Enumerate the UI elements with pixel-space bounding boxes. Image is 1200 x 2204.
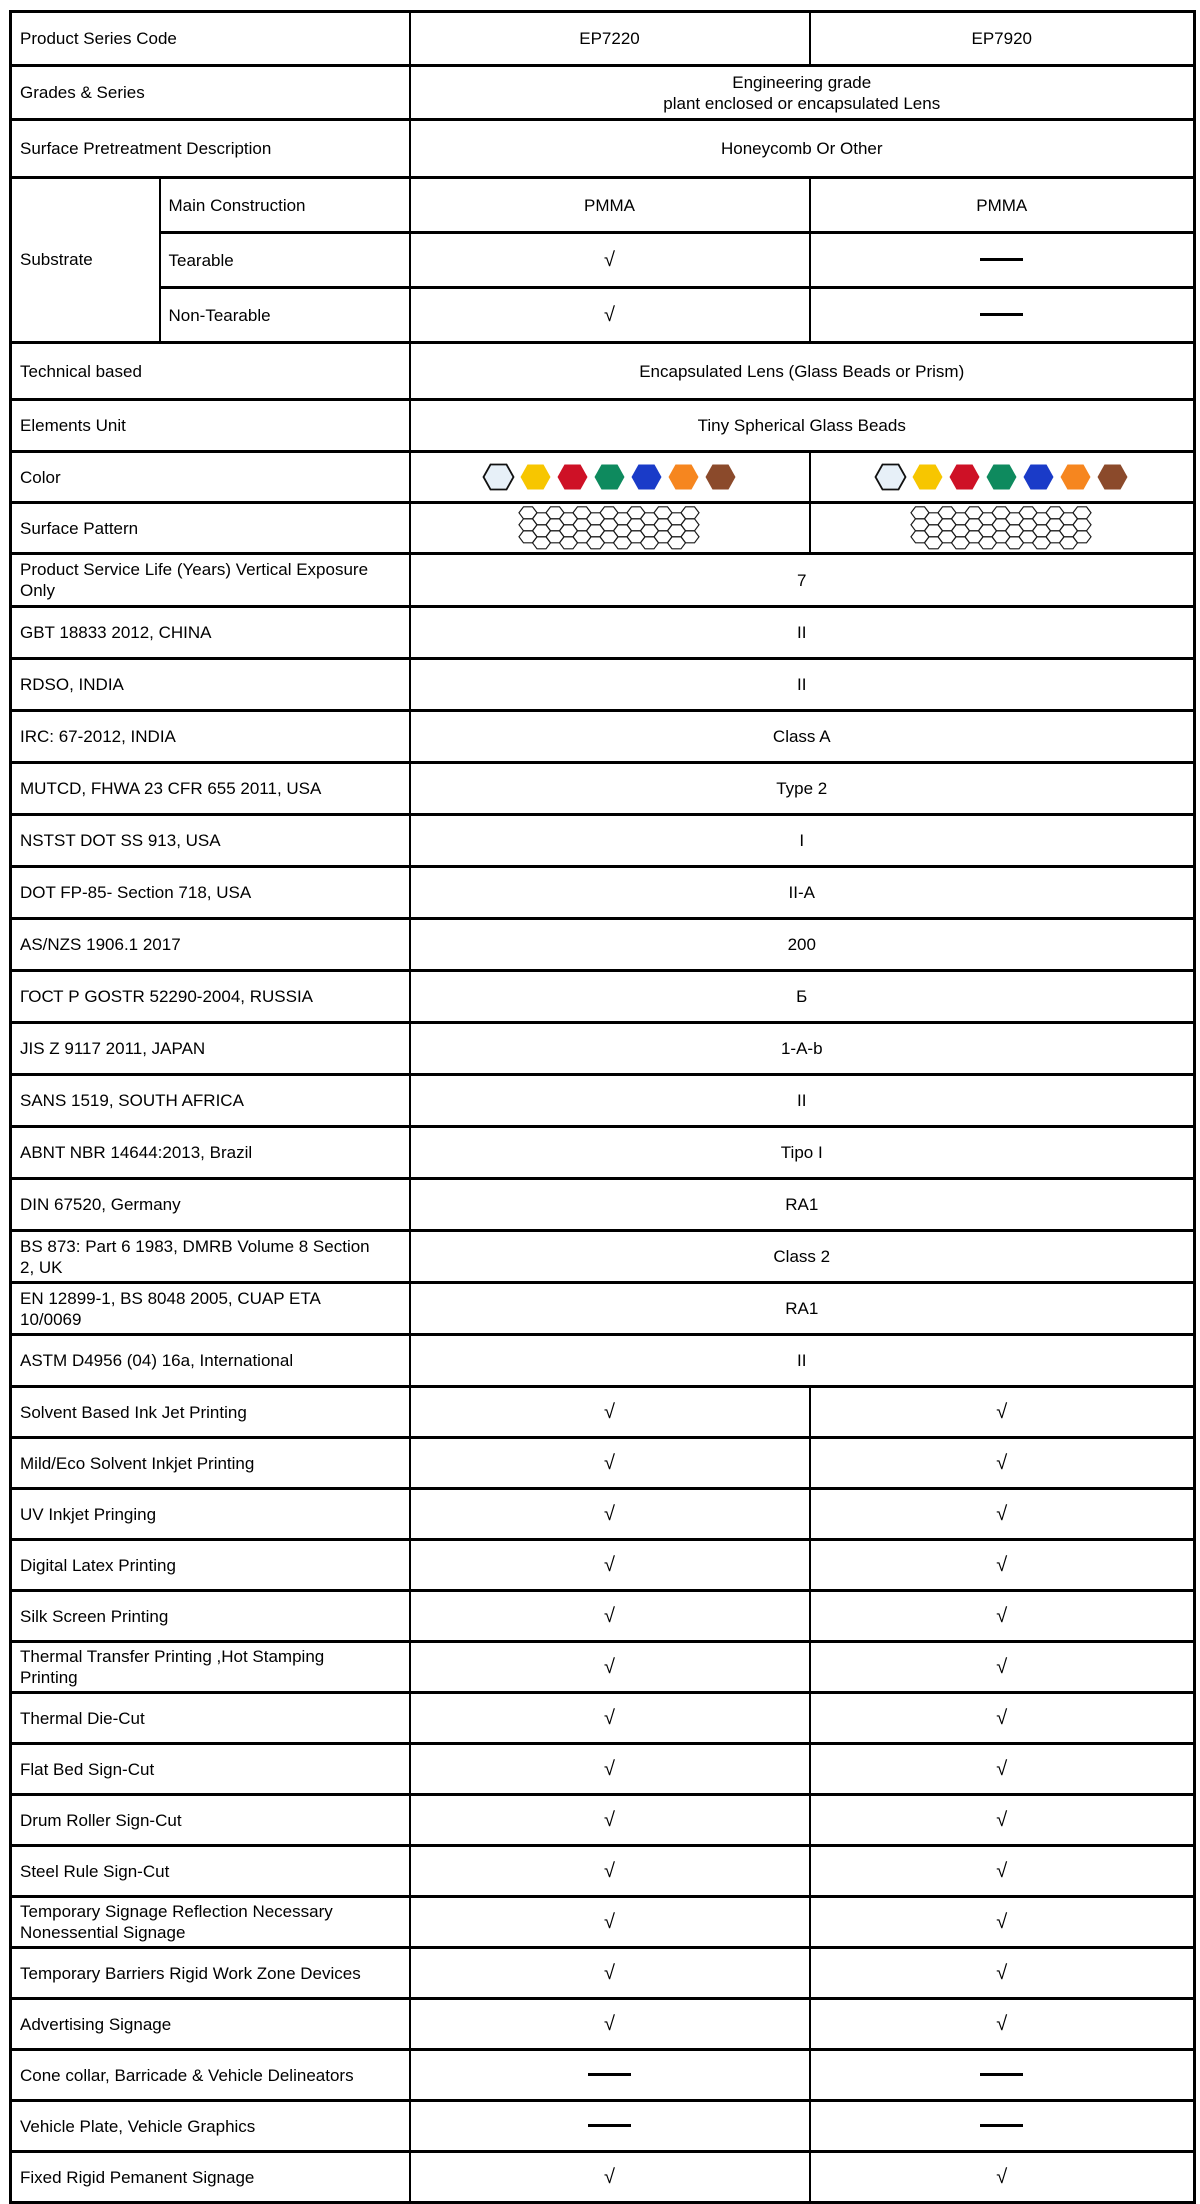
table-row xyxy=(11,400,1195,452)
surface-pattern-wrap xyxy=(415,506,805,550)
row-label-cell: Temporary Signage Reflection Necessary Nonessential Signage xyxy=(11,1897,410,1948)
dash-mark xyxy=(980,2073,1023,2076)
check-mark: √ xyxy=(604,303,615,326)
row-label-cell: AS/NZS 1906.1 2017 xyxy=(11,919,410,971)
value-cell xyxy=(810,1642,1195,1693)
value-cell: Type 2 xyxy=(410,763,1195,815)
hexagon-swatch-red xyxy=(948,463,981,491)
table-row xyxy=(11,1999,1195,2050)
value-cell xyxy=(410,1489,810,1540)
value-cell: I xyxy=(410,815,1195,867)
value-cell xyxy=(810,1591,1195,1642)
value-cell: Tipo I xyxy=(410,1127,1195,1179)
row-label-cell: Advertising Signage xyxy=(11,1999,410,2050)
table-row xyxy=(11,1489,1195,1540)
check-mark: √ xyxy=(604,2012,615,2035)
table-row xyxy=(11,1387,1195,1438)
value-cell xyxy=(410,1846,810,1897)
check-mark: √ xyxy=(996,1808,1008,1831)
hexagon-swatch-orange xyxy=(667,463,700,491)
table-row xyxy=(11,1540,1195,1591)
check-mark: √ xyxy=(604,1910,615,1933)
table-row xyxy=(11,2050,1195,2101)
row-label-cell: Thermal Die-Cut xyxy=(11,1693,410,1744)
table-row xyxy=(11,711,1195,763)
hexagon-swatch-green xyxy=(985,463,1018,491)
color-swatch-row xyxy=(815,463,1190,491)
row-label-cell: Color xyxy=(11,452,410,503)
check-mark: √ xyxy=(604,2165,615,2188)
value-cell xyxy=(810,1846,1195,1897)
table-row xyxy=(11,1846,1195,1897)
row-label-cell: DOT FP-85- Section 718, USA xyxy=(11,867,410,919)
row-label-cell: Cone collar, Barricade & Vehicle Delineators xyxy=(11,2050,410,2101)
value-cell: 1-A-b xyxy=(410,1023,1195,1075)
table-row xyxy=(11,1795,1195,1846)
row-label-cell: Fixed Rigid Pemanent Signage xyxy=(11,2152,410,2203)
table-row xyxy=(11,1591,1195,1642)
table-row xyxy=(11,1075,1195,1127)
value-cell xyxy=(810,1387,1195,1438)
table-row xyxy=(11,452,1195,503)
row-label-cell: ГОСТ Р GOSTR 52290-2004, RUSSIA xyxy=(11,971,410,1023)
row-label-cell: Thermal Transfer Printing ,Hot Stamping Printing xyxy=(11,1642,410,1693)
row-label-cell: NSTST DOT SS 913, USA xyxy=(11,815,410,867)
value-cell: II-A xyxy=(410,867,1195,919)
row-label-cell: Tearable xyxy=(160,233,410,288)
value-cell: 200 xyxy=(410,919,1195,971)
table-row xyxy=(11,1948,1195,1999)
dash-mark xyxy=(980,258,1023,261)
row-label-cell: ABNT NBR 14644:2013, Brazil xyxy=(11,1127,410,1179)
dash-mark xyxy=(588,2073,631,2076)
value-cell xyxy=(810,288,1195,343)
table-row xyxy=(11,2152,1195,2203)
surface-pattern-cell xyxy=(410,503,810,554)
row-label-cell: Silk Screen Printing xyxy=(11,1591,410,1642)
check-mark: √ xyxy=(604,1400,615,1423)
color-swatches-cell xyxy=(810,452,1195,503)
hexagon-swatch-white xyxy=(482,463,515,491)
row-label-cell: MUTCD, FHWA 23 CFR 655 2011, USA xyxy=(11,763,410,815)
row-label-cell: Surface Pattern xyxy=(11,503,410,554)
check-mark: √ xyxy=(996,1706,1008,1729)
substrate-group-cell: Substrate xyxy=(11,178,160,343)
table-row xyxy=(11,1179,1195,1231)
table-row xyxy=(11,120,1195,178)
value-cell xyxy=(810,1540,1195,1591)
row-label-cell: Steel Rule Sign-Cut xyxy=(11,1846,410,1897)
value-cell xyxy=(410,2152,810,2203)
row-label-cell: GBT 18833 2012, CHINA xyxy=(11,607,410,659)
table-row xyxy=(11,1231,1195,1283)
check-mark: √ xyxy=(604,1655,615,1678)
value-cell: EP7220 xyxy=(410,12,810,66)
value-cell xyxy=(410,1897,810,1948)
table-row xyxy=(11,1438,1195,1489)
value-cell: Honeycomb Or Other xyxy=(410,120,1195,178)
check-mark: √ xyxy=(604,1961,615,1984)
value-cell xyxy=(410,1387,810,1438)
check-mark: √ xyxy=(604,1808,615,1831)
value-cell xyxy=(410,1642,810,1693)
row-label-cell: EN 12899-1, BS 8048 2005, CUAP ETA 10/0069 xyxy=(11,1283,410,1335)
color-swatches-cell xyxy=(410,452,810,503)
value-cell xyxy=(410,1693,810,1744)
table-row xyxy=(11,659,1195,711)
check-mark: √ xyxy=(996,1757,1008,1780)
hexagon-swatch-brown xyxy=(1096,463,1129,491)
value-cell: RA1 xyxy=(410,1179,1195,1231)
value-cell xyxy=(810,2101,1195,2152)
table-row xyxy=(11,1744,1195,1795)
table-row xyxy=(11,1127,1195,1179)
table-row xyxy=(11,178,1195,233)
check-mark: √ xyxy=(604,1553,615,1576)
hexagon-swatch-blue xyxy=(1022,463,1055,491)
table-row xyxy=(11,2101,1195,2152)
value-cell xyxy=(810,2050,1195,2101)
row-label-cell: Solvent Based Ink Jet Printing xyxy=(11,1387,410,1438)
check-mark: √ xyxy=(996,1451,1008,1474)
row-label-cell: Surface Pretreatment Description xyxy=(11,120,410,178)
table-row xyxy=(11,503,1195,554)
table-row xyxy=(11,66,1195,120)
value-cell xyxy=(810,1897,1195,1948)
value-cell xyxy=(410,1948,810,1999)
value-cell: EP7920 xyxy=(810,12,1195,66)
hexagon-swatch-white xyxy=(874,463,907,491)
value-cell: II xyxy=(410,1075,1195,1127)
check-mark: √ xyxy=(604,248,615,271)
check-mark: √ xyxy=(604,1451,615,1474)
table-row xyxy=(11,1335,1195,1387)
row-label-cell: ASTM D4956 (04) 16a, International xyxy=(11,1335,410,1387)
hexagon-swatch-red xyxy=(556,463,589,491)
hexagon-swatch-yellow xyxy=(519,463,552,491)
value-cell: Tiny Spherical Glass Beads xyxy=(410,400,1195,452)
dash-mark xyxy=(980,2124,1023,2127)
row-label-cell: Temporary Barriers Rigid Work Zone Devices xyxy=(11,1948,410,1999)
row-label-cell: Vehicle Plate, Vehicle Graphics xyxy=(11,2101,410,2152)
table-row xyxy=(11,971,1195,1023)
check-mark: √ xyxy=(996,1502,1008,1525)
surface-pattern-cell xyxy=(810,503,1195,554)
check-mark: √ xyxy=(996,2012,1008,2035)
value-cell: Class A xyxy=(410,711,1195,763)
value-cell: II xyxy=(410,607,1195,659)
row-label-cell: Drum Roller Sign-Cut xyxy=(11,1795,410,1846)
value-cell: Encapsulated Lens (Glass Beads or Prism) xyxy=(410,343,1195,400)
table-row xyxy=(11,607,1195,659)
value-cell: Engineering grade plant enclosed or encapsulated Lens xyxy=(410,66,1195,120)
value-cell xyxy=(810,1999,1195,2050)
hexagon-swatch-orange xyxy=(1059,463,1092,491)
value-cell xyxy=(810,1489,1195,1540)
row-label-cell: Elements Unit xyxy=(11,400,410,452)
honeycomb-pattern-graphic xyxy=(518,506,702,550)
table-row xyxy=(11,12,1195,66)
check-mark: √ xyxy=(604,1604,615,1627)
surface-pattern-wrap xyxy=(815,506,1190,550)
check-mark: √ xyxy=(996,1553,1008,1576)
row-label-cell: Digital Latex Printing xyxy=(11,1540,410,1591)
hexagon-swatch-green xyxy=(593,463,626,491)
value-cell xyxy=(810,1948,1195,1999)
row-label-cell: RDSO, INDIA xyxy=(11,659,410,711)
check-mark: √ xyxy=(996,1655,1008,1678)
check-mark: √ xyxy=(996,1910,1008,1933)
value-cell: RA1 xyxy=(410,1283,1195,1335)
hexagon-swatch-blue xyxy=(630,463,663,491)
hexagon-swatch-brown xyxy=(704,463,737,491)
row-label-cell: BS 873: Part 6 1983, DMRB Volume 8 Section 2, UK xyxy=(11,1231,410,1283)
row-label-cell: Non-Tearable xyxy=(160,288,410,343)
value-cell xyxy=(410,2050,810,2101)
row-label-cell: UV Inkjet Pringing xyxy=(11,1489,410,1540)
check-mark: √ xyxy=(996,2165,1008,2188)
value-cell xyxy=(410,288,810,343)
value-cell xyxy=(410,2101,810,2152)
check-mark: √ xyxy=(604,1859,615,1882)
value-cell: II xyxy=(410,659,1195,711)
dash-mark xyxy=(980,313,1023,316)
table-row xyxy=(11,1023,1195,1075)
value-cell xyxy=(810,2152,1195,2203)
row-label-cell: JIS Z 9117 2011, JAPAN xyxy=(11,1023,410,1075)
row-label-cell: DIN 67520, Germany xyxy=(11,1179,410,1231)
row-label-cell: Product Service Life (Years) Vertical Exposure Only xyxy=(11,554,410,607)
check-mark: √ xyxy=(604,1502,615,1525)
row-label-cell: SANS 1519, SOUTH AFRICA xyxy=(11,1075,410,1127)
table-row xyxy=(11,1642,1195,1693)
check-mark: √ xyxy=(996,1961,1008,1984)
value-cell: Б xyxy=(410,971,1195,1023)
value-cell xyxy=(810,233,1195,288)
row-label-cell: Mild/Eco Solvent Inkjet Printing xyxy=(11,1438,410,1489)
value-cell xyxy=(810,1438,1195,1489)
value-cell: 7 xyxy=(410,554,1195,607)
table-row xyxy=(11,867,1195,919)
check-mark: √ xyxy=(604,1757,615,1780)
table-row xyxy=(11,919,1195,971)
table-row xyxy=(11,343,1195,400)
table-row xyxy=(11,554,1195,607)
dash-mark xyxy=(588,2124,631,2127)
hexagon-swatch-yellow xyxy=(911,463,944,491)
value-cell xyxy=(410,1438,810,1489)
value-cell xyxy=(410,233,810,288)
row-label-cell: Grades & Series xyxy=(11,66,410,120)
table-row xyxy=(11,1897,1195,1948)
check-mark: √ xyxy=(996,1604,1008,1627)
check-mark: √ xyxy=(996,1400,1008,1423)
row-label-cell: IRC: 67-2012, INDIA xyxy=(11,711,410,763)
value-cell xyxy=(810,1744,1195,1795)
value-cell xyxy=(410,1999,810,2050)
value-cell: PMMA xyxy=(410,178,810,233)
value-cell: PMMA xyxy=(810,178,1195,233)
table-row xyxy=(11,233,1195,288)
value-cell: II xyxy=(410,1335,1195,1387)
value-cell: Class 2 xyxy=(410,1231,1195,1283)
row-label-cell: Technical based xyxy=(11,343,410,400)
table-row xyxy=(11,815,1195,867)
table-row xyxy=(11,763,1195,815)
value-cell xyxy=(410,1540,810,1591)
check-mark: √ xyxy=(996,1859,1008,1882)
row-label-cell: Main Construction xyxy=(160,178,410,233)
table-row xyxy=(11,1693,1195,1744)
value-cell xyxy=(410,1744,810,1795)
table-row xyxy=(11,1283,1195,1335)
value-cell xyxy=(810,1693,1195,1744)
product-spec-table xyxy=(9,10,1196,2204)
row-label-cell: Product Series Code xyxy=(11,12,410,66)
value-cell xyxy=(410,1795,810,1846)
table-row xyxy=(11,288,1195,343)
check-mark: √ xyxy=(604,1706,615,1729)
honeycomb-pattern-graphic xyxy=(910,506,1094,550)
row-label-cell: Flat Bed Sign-Cut xyxy=(11,1744,410,1795)
value-cell xyxy=(410,1591,810,1642)
value-cell xyxy=(810,1795,1195,1846)
color-swatch-row xyxy=(415,463,805,491)
